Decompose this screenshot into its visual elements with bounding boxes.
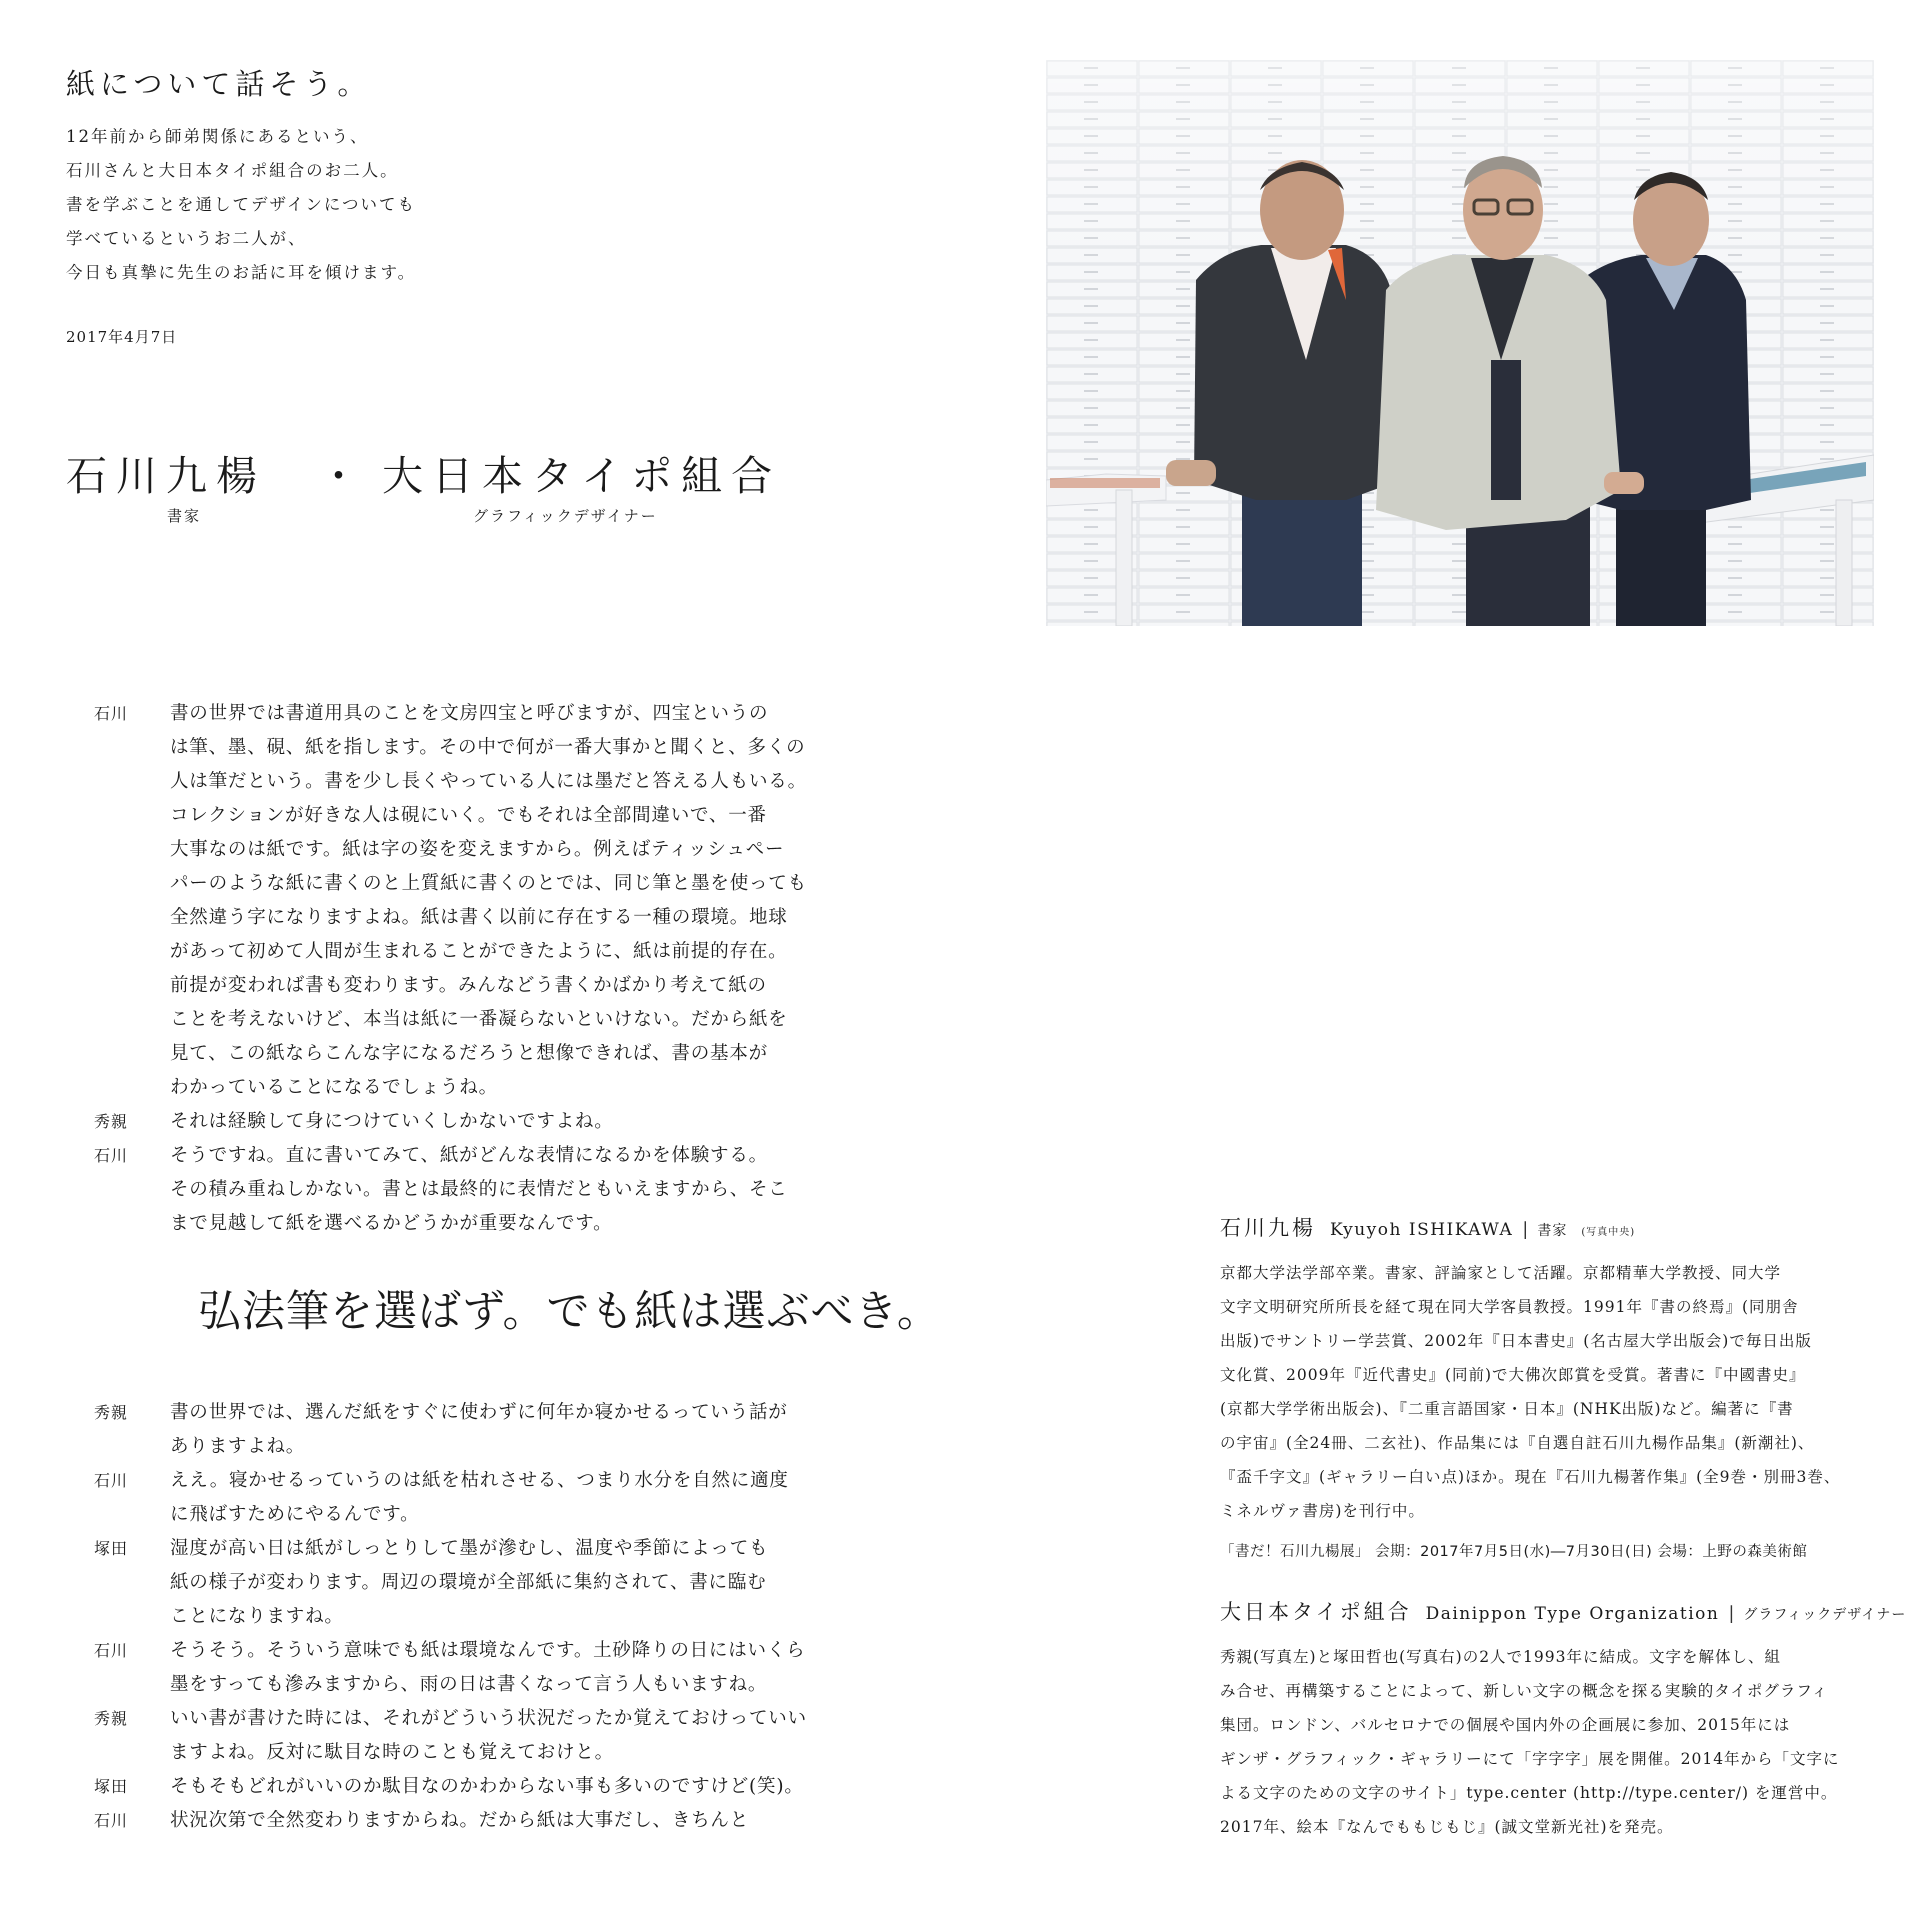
lead-line: 今日も真摯に先生のお話に耳を傾けます。 (66, 263, 417, 282)
speech-line: 大事なのは紙です。紙は字の姿を変えますから。例えばティッシュペー (170, 839, 785, 860)
role-dainippon-type: グラフィックデザイナー (473, 507, 658, 525)
speaker-name: 秀親 (94, 1112, 129, 1131)
speaker-name: 石川 (94, 1146, 129, 1165)
speaker-name: 秀親 (94, 1403, 129, 1422)
speaker-name: 塚田 (94, 1539, 129, 1558)
lead-line: 12年前から師弟関係にあるという、 (66, 127, 369, 146)
profile-separator: | (1522, 1219, 1529, 1240)
speech-line: そもそもどれがいいのか駄目なのかわからない事も多いのですけど(笑)。 (170, 1776, 804, 1797)
speech-text (170, 1396, 890, 1464)
bio-line: み合せ、再構築することによって、新しい文字の概念を探る実験的タイポグラフィ (1220, 1682, 1829, 1700)
speech-line: 見て、この紙ならこんな字になるだろうと想像できれば、書の基本が (170, 1043, 768, 1064)
speech-text (170, 697, 890, 1105)
dialogue-section-2 (66, 1396, 890, 1838)
speech-text (170, 1105, 890, 1139)
speech-line: 人は筆だという。書を少し長くやっている人には墨だと答える人もいる。 (170, 771, 807, 792)
dialogue-turn (66, 1702, 890, 1770)
name-separator: ・ (318, 452, 368, 500)
speaker-name: 石川 (94, 1811, 129, 1830)
exhibition-info: 「書だ！石川九楊展」 会期：2017年7月5日(水)―7月30日(日) 会場：上野の森美術館 (1220, 1544, 1808, 1560)
speech-text (170, 1634, 890, 1702)
speech-text (170, 1702, 890, 1770)
profile-role: グラフィックデザイナー (1743, 1607, 1907, 1623)
lead-paragraph (66, 120, 546, 290)
speech-line: 全然違う字になりますよね。紙は書く以前に存在する一種の環境。地球 (170, 907, 788, 928)
profile-role: 書家 (1537, 1223, 1568, 1239)
profile-heading (1220, 1596, 1907, 1626)
lead-line: 石川さんと大日本タイポ組合のお二人。 (66, 161, 399, 180)
speech-line: は筆、墨、硯、紙を指します。その中で何が一番大事かと聞くと、多くの (170, 737, 806, 758)
speech-text (170, 1804, 890, 1838)
publish-date: 2017年4月7日 (66, 328, 178, 346)
speech-line: ありますよね。 (170, 1436, 306, 1457)
bio-line: よる文字のための文字のサイト」type.center (http://type.center/) を運営中。 (1220, 1784, 1838, 1802)
dialogue-turn (66, 1532, 890, 1634)
profile-name-en: Kyuyoh ISHIKAWA (1330, 1220, 1514, 1240)
profile-separator: | (1728, 1603, 1735, 1624)
speaker-name: 石川 (94, 704, 129, 723)
portrait-photo (1046, 60, 1874, 626)
profile-name-jp: 大日本タイポ組合 (1220, 1600, 1412, 1624)
speech-line: ますよね。反対に駄目な時のことも覚えておけと。 (170, 1742, 614, 1763)
profile-name-jp: 石川九楊 (1220, 1216, 1316, 1240)
speech-line: 墨をすっても滲みますから、雨の日は書くなって言う人もいますね。 (170, 1674, 768, 1695)
bio-line: の宇宙』(全24冊、二玄社)、作品集には『自選自註石川九楊作品集』(新潮社)、 (1220, 1434, 1815, 1452)
speaker-name: 塚田 (94, 1777, 129, 1796)
speech-line: わかっていることになるでしょうね。 (170, 1077, 498, 1098)
speech-line: 状況次第で全然変わりますからね。だから紙は大事だし、きちんと (170, 1810, 750, 1831)
profile-name-en: Dainippon Type Organization (1425, 1604, 1720, 1624)
bio-line: 文化賞、2009年『近代書史』(同前)で大佛次郎賞を受賞。著書に『中國書史』 (1220, 1366, 1806, 1384)
speech-line: 書の世界では、選んだ紙をすぐに使わずに何年か寝かせるっていう話が (170, 1402, 788, 1423)
speech-line: 書の世界では書道用具のことを文房四宝と呼びますが、四宝というの (170, 703, 769, 724)
speech-line: ことを考えないけど、本当は紙に一番凝らないといけない。だから紙を (170, 1009, 788, 1030)
speech-line: 紙の様子が変わります。周辺の環境が全部紙に集約されて、書に臨む (170, 1572, 767, 1593)
speaker-name: 秀親 (94, 1709, 129, 1728)
profile-ishikawa (1220, 1212, 1880, 1561)
bio-line: 集団。ロンドン、バルセロナでの個展や国内外の企画展に参加、2015年には (1220, 1716, 1791, 1734)
series-title: 紙について話そう。 (66, 67, 372, 101)
dialogue-turn (66, 697, 890, 1105)
speech-line: そうそう。そういう意味でも紙は環境なんです。土砂降りの日にはいくら (170, 1640, 806, 1661)
speech-line: 湿度が高い日は紙がしっとりして墨が滲むし、温度や季節によっても (170, 1538, 769, 1559)
speech-line: それは経験して身につけていくしかないですよね。 (170, 1111, 614, 1132)
speech-line: コレクションが好きな人は硯にいく。でもそれは全部間違いで、一番 (170, 805, 767, 826)
speaker-name: 石川 (94, 1641, 129, 1660)
bio-line: 『盃千字文』(ギャラリー白い点)ほか。現在『石川九楊著作集』(全9巻・別冊3巻、 (1220, 1468, 1841, 1486)
bio-line: ギンザ・グラフィック・ギャラリーにて「字字字」展を開催。2014年から「文字に (1220, 1750, 1840, 1768)
bio-line: 2017年、絵本『なんでももじもじ』(誠文堂新光社)を発売。 (1220, 1818, 1674, 1836)
speaker-name: 石川 (94, 1471, 129, 1490)
dialogue-turn (66, 1770, 890, 1804)
profile-bio (1220, 1256, 1880, 1528)
speech-line: パーのような紙に書くのと上質紙に書くのとでは、同じ筆と墨を使っても (170, 873, 807, 894)
name-ishikawa: 石川九楊 (66, 452, 266, 500)
dialogue-turn (66, 1139, 890, 1241)
speech-text (170, 1532, 890, 1634)
speech-line: まで見越して紙を選べるかどうかが重要なんです。 (170, 1213, 613, 1234)
profile-bio (1220, 1640, 1880, 1844)
profile-dainippon-type (1220, 1596, 1907, 1844)
speech-line: いい書が書けた時には、それがどういう状況だったか覚えておけっていい (170, 1708, 807, 1729)
speech-line: ええ。寝かせるっていうのは紙を枯れさせる、つまり水分を自然に適度 (170, 1470, 789, 1491)
speech-line: ことになりますね。 (170, 1606, 344, 1627)
speech-line: に飛ばすためにやるんです。 (170, 1504, 420, 1525)
dialogue-turn (66, 1804, 890, 1838)
dialogue-section-1 (66, 697, 890, 1241)
name-dainippon-type: 大日本タイポ組合 (382, 452, 782, 500)
profile-photo-note: (写真中央) (1581, 1227, 1636, 1238)
speech-line: その積み重ねしかない。書とは最終的に表情だともいえますから、そこ (170, 1179, 788, 1200)
dialogue-turn (66, 1105, 890, 1139)
speech-line: そうですね。直に書いてみて、紙がどんな表情になるかを体験する。 (170, 1145, 768, 1166)
bio-line: 京都大学法学部卒業。書家、評論家として活躍。京都精華大学教授、同大学 (1220, 1264, 1782, 1282)
speech-text (170, 1464, 890, 1532)
speech-line: があって初めて人間が生まれることができたように、紙は前提的存在。 (170, 941, 788, 962)
bio-line: (京都大学学術出版会)、『二重言語国家・日本』(NHK出版)など。編著に『書 (1220, 1400, 1794, 1418)
dialogue-turn (66, 1396, 890, 1464)
role-ishikawa: 書家 (167, 507, 202, 525)
dialogue-turn (66, 1634, 890, 1702)
bio-line: 文字文明研究所所長を経て現在同大学客員教授。1991年『書の終焉』(同朋舎 (1220, 1298, 1799, 1316)
speech-line: 前提が変われば書も変わります。みんなどう書くかばかり考えて紙の (170, 975, 767, 996)
lead-line: 書を学ぶことを通してデザインについても (66, 195, 417, 214)
bio-line: 出版)でサントリー学芸賞、2002年『日本書史』(名古屋大学出版会)で毎日出版 (1220, 1332, 1812, 1350)
lead-line: 学べているというお二人が、 (66, 229, 307, 248)
dialogue-turn (66, 1464, 890, 1532)
profile-heading (1220, 1212, 1880, 1242)
bio-line: 秀親(写真左)と塚田哲也(写真右)の2人で1993年に結成。文字を解体し、組 (1220, 1648, 1781, 1666)
pull-quote: 弘法筆を選ばず。でも紙は選ぶべき。 (198, 1287, 941, 1337)
bio-line: ミネルヴァ書房)を刊行中。 (1220, 1502, 1425, 1520)
speech-text (170, 1139, 890, 1241)
speech-text (170, 1770, 890, 1804)
